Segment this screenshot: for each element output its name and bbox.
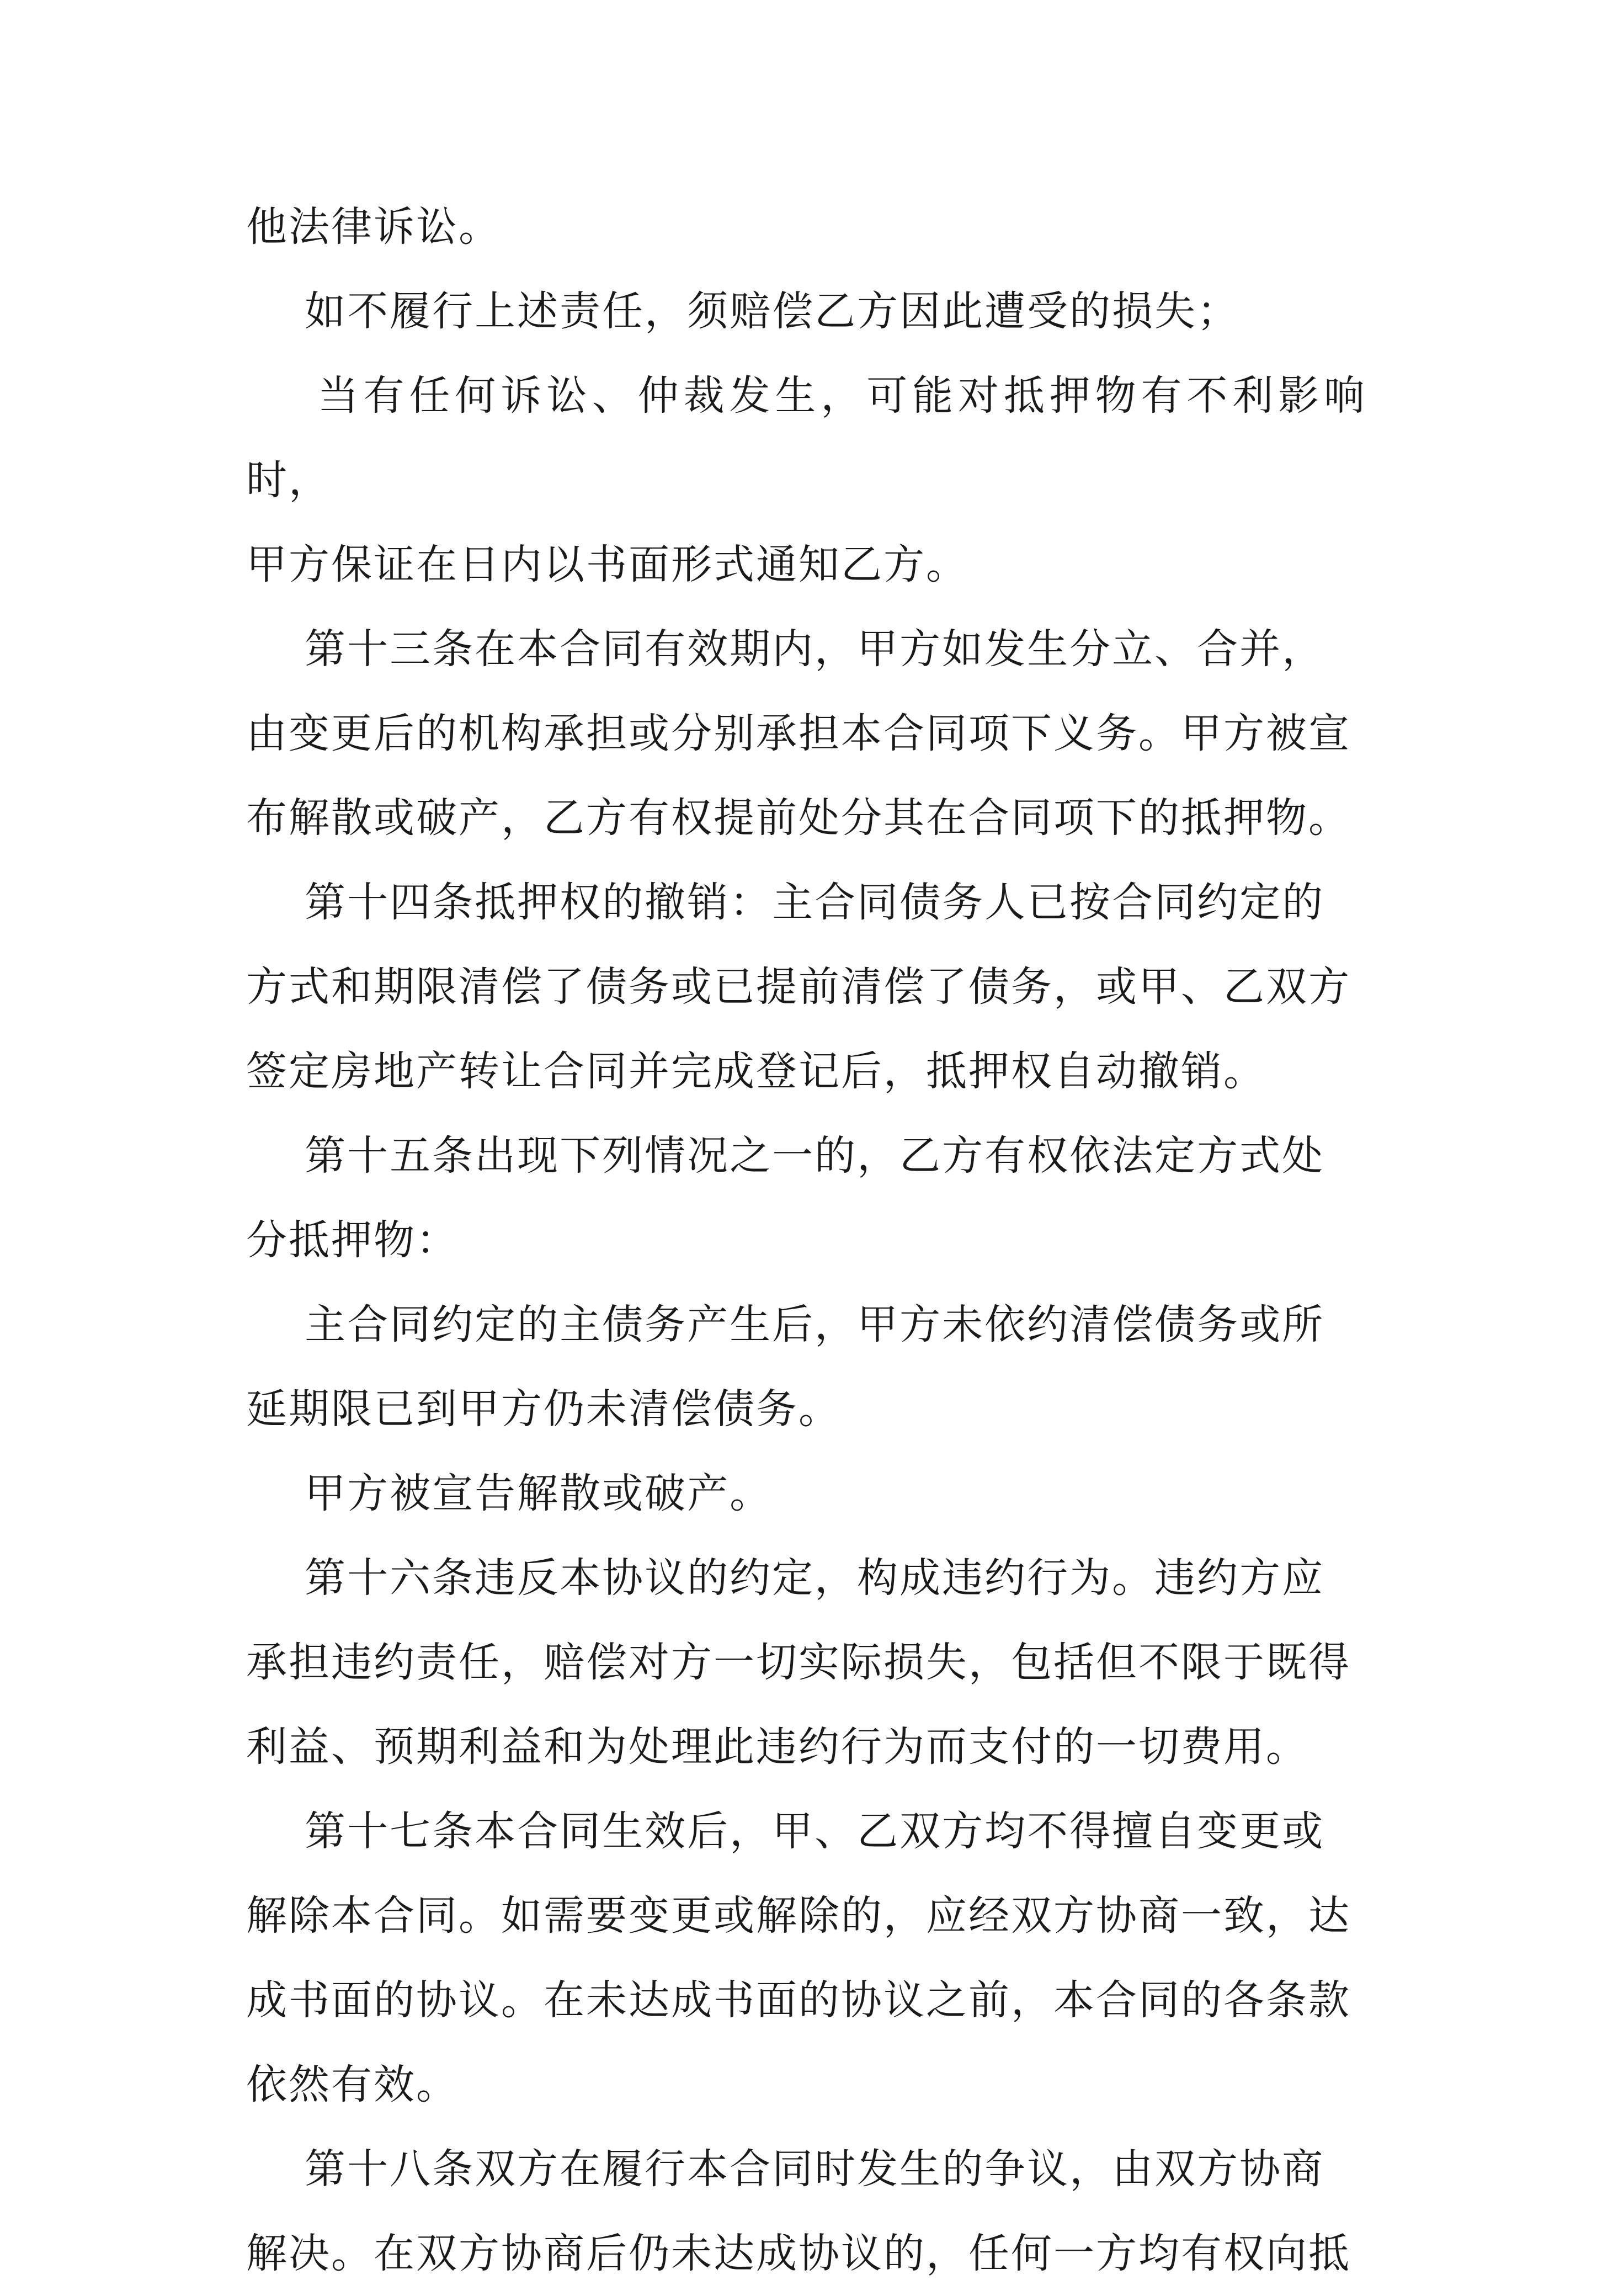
text-line: 成书面的协议。在未达成书面的协议之前，本合同的各条款 xyxy=(246,1976,1351,2024)
text-line: 第十七条本合同生效后，甲、乙双方均不得擅自变更或 xyxy=(246,1808,1325,1855)
text-line: 解除本合同。如需要变更或解除的，应经双方协商一致，达 xyxy=(246,1892,1351,1939)
text-line: 由变更后的机构承担或分别承担本合同项下义务。甲方被宣 xyxy=(246,710,1351,757)
text-line: 承担违约责任，赔偿对方一切实际损失，包括但不限于既得 xyxy=(246,1639,1351,1686)
text-line: 解决。在双方协商后仍未达成协议的，任何一方均有权向抵 xyxy=(246,2230,1351,2277)
text-line: 依然有效。 xyxy=(246,2061,459,2108)
text-line: 甲方保证在日内以书面形式通知乙方。 xyxy=(246,541,968,588)
text-line: 方式和期限清偿了债务或已提前清偿了债务，或甲、乙双方 xyxy=(246,963,1351,1011)
text-line: 利益、预期利益和为处理此违约行为而支付的一切费用。 xyxy=(246,1723,1308,1771)
text-line: 第十五条出现下列情况之一的，乙方有权依法定方式处 xyxy=(246,1132,1325,1179)
text-line: 签定房地产转让合同并完成登记后，抵押权自动撤销。 xyxy=(246,1048,1266,1095)
text-line: 主合同约定的主债务产生后，甲方未依约清偿债务或所 xyxy=(246,1301,1325,1348)
text-line: 第十三条在本合同有效期内，甲方如发生分立、合并， xyxy=(246,625,1325,673)
text-line: 第十四条抵押权的撤销：主合同债务人已按合同约定的 xyxy=(246,879,1325,926)
document-body xyxy=(246,185,1366,2296)
text-line: 当有任何诉讼、仲裁发生，可能对抵押物有不利影响时， xyxy=(246,372,1367,504)
text-line: 布解散或破产，乙方有权提前处分其在合同项下的抵押物。 xyxy=(246,794,1351,842)
text-line: 他法律诉讼。 xyxy=(246,203,501,251)
text-line: 第十八条双方在履行本合同时发生的争议，由双方协商 xyxy=(246,2145,1325,2193)
text-line: 分抵押物： xyxy=(246,1216,459,1264)
text-line: 延期限已到甲方仍未清偿债务。 xyxy=(246,1385,841,1433)
text-line: 如不履行上述责任，须赔偿乙方因此遭受的损失； xyxy=(246,288,1240,335)
text-line: 甲方被宣告解散或破产。 xyxy=(246,1470,773,1517)
text-line: 第十六条违反本协议的约定，构成违约行为。违约方应 xyxy=(246,1554,1325,1602)
